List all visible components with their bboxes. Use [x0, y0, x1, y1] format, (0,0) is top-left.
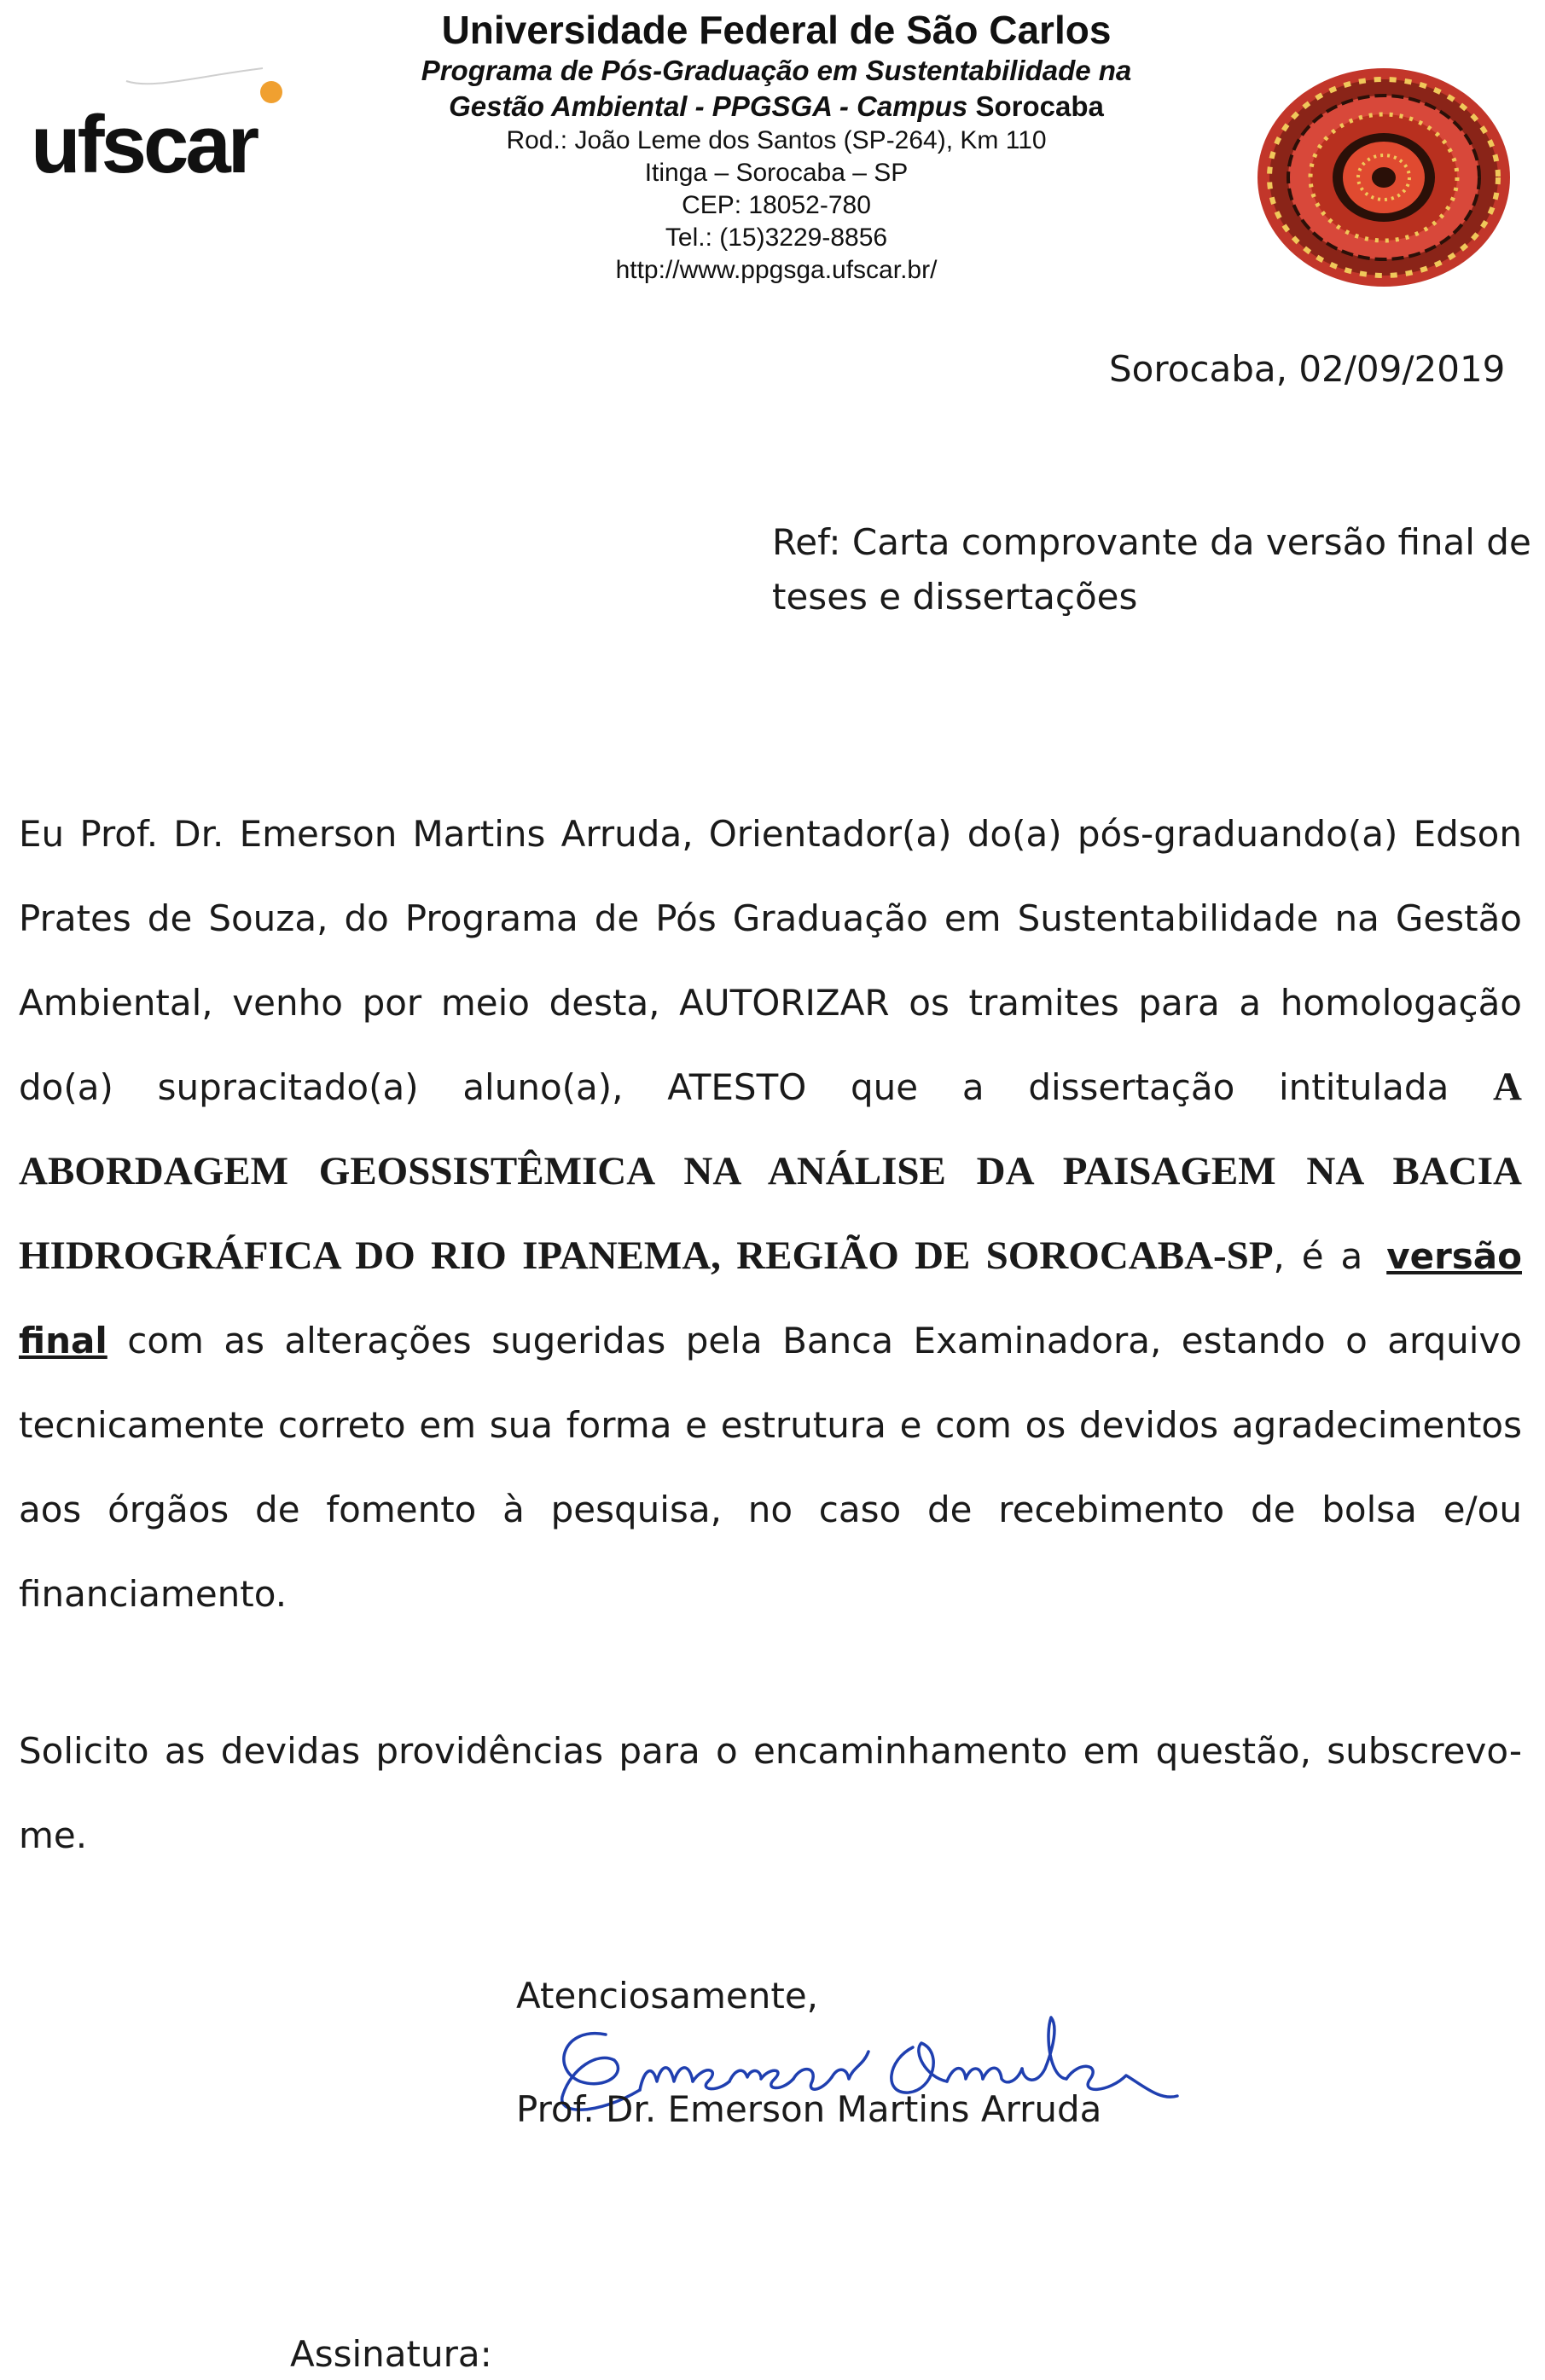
letterhead	[341, 7, 1211, 287]
district: Itinga – Sorocaba – SP	[644, 159, 909, 187]
letter-date: Sorocaba, 02/09/2019	[1109, 348, 1506, 390]
body-part-3: com as alterações sugeridas pela Banca Examinadora, estando o arquivo tecnicamente correto em sua forma e estrutura e com os devidos agradecimentos aos órgãos de fomento à pesquisa, no caso de recebimento de bolsa e/ou financiamento.	[19, 1320, 1522, 1615]
final-version-text: versão final	[19, 1235, 1522, 1361]
logo-orange-dot	[260, 81, 282, 103]
program-name: Gestão Ambiental - PPGSGA - Campus	[449, 90, 968, 122]
dissertation-title: A ABORDAGEM GEOSSISTÊMICA NA ANÁLISE DA PAISAGEM NA BACIA HIDROGRÁFICA DO RIO IPANEMA, REGIÃO DE SOROCABA-SP	[19, 1065, 1522, 1278]
university-name: Universidade Federal de São Carlos	[441, 8, 1112, 52]
signer-name: Prof. Dr. Emerson Martins Arruda	[516, 2088, 1102, 2130]
campus-name: Sorocaba	[975, 90, 1104, 122]
program-line-2	[341, 89, 1211, 125]
program-line-1: Programa de Pós-Graduação em Sustentabilidade na	[421, 55, 1132, 86]
regards: Atenciosamente,	[516, 1975, 819, 2017]
cep: CEP: 18052-780	[682, 191, 871, 219]
main-paragraph	[19, 792, 1522, 1636]
logo-text: ufscar	[31, 99, 257, 190]
ufscar-logo	[24, 60, 314, 196]
reference-line: Ref: Carta comprovante da versão final de teses e dissertações	[772, 521, 1531, 618]
website: http://www.ppgsga.ufscar.br/	[615, 256, 938, 284]
body-part-1: Eu Prof. Dr. Emerson Martins Arruda, Orientador(a) do(a) pós-graduando(a) Edson Prates de Souza, do Programa de Pós Graduação em Sustentabilidade na Gestão Ambiental, venho por meio desta, AUTORIZAR os tramites para a homologação do(a) supracitado(a) aluno(a), ATESTO que a dissertação intitulada	[19, 813, 1522, 1108]
program-seal-icon	[1256, 67, 1512, 288]
telephone: Tel.: (15)3229-8856	[665, 223, 888, 252]
closing-paragraph: Solicito as devidas providências para o encaminhamento em questão, subscrevo-me.	[19, 1730, 1522, 1856]
signature-label: Assinatura:	[290, 2333, 492, 2375]
address: Rod.: João Leme dos Santos (SP-264), Km 110	[506, 126, 1047, 154]
body-part-2: , é a	[1273, 1235, 1363, 1277]
